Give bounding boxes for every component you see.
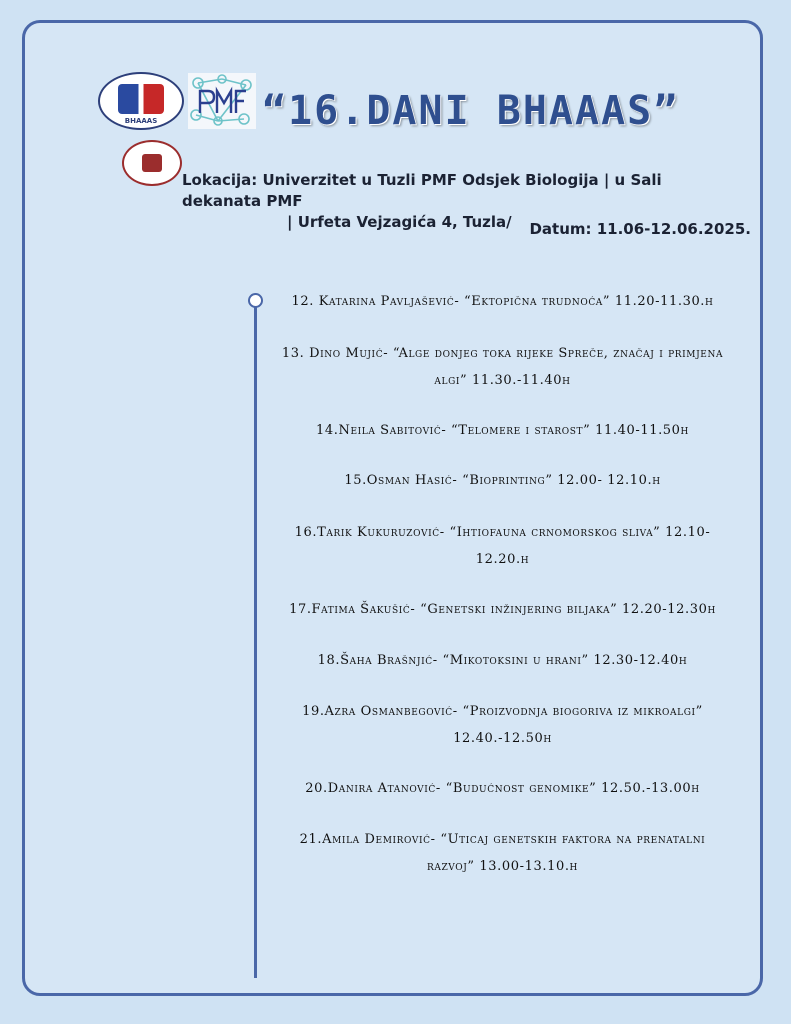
location-line-1: Lokacija: Univerzitet u Tuzli PMF Odsjek Biologija | u Sali dekanata PMF [182,171,662,210]
program-entry-17 [270,596,735,623]
bhaaas-logo-icon [98,72,184,130]
program-entry-line: 12. Katarina Pavljašević- “Ektopična trudnoća” 11.20-11.30.h [291,294,714,309]
program-entry-line: 12.40.-12.50h [453,731,552,746]
program-entry-line: 14.Neila Sabitović- “Telomere i starost” 11.40-11.50h [316,423,689,438]
program-entry-line: 17.Fatima Šakušić- “Genetski inžinjering biljaka” 12.20-12.30h [289,602,716,617]
program-entry-15 [270,467,735,494]
program-entry-line: algi” 11.30.-11.40h [434,373,571,388]
program-entry-line: 16.Tarik Kukuruzović- “Ihtiofauna crnomorskog sliva” 12.10- [294,525,711,540]
program-entry-line: 13. Dino Mujić- “Alge donjeg toka rijeke Spreče, značaj i primjena [281,346,724,361]
pmf-logo-icon [188,73,256,129]
program-entry-13 [270,340,735,394]
program-entry-18 [270,647,735,674]
program-entry-12 [270,288,735,315]
timeline-start-dot [248,293,263,308]
university-seal-icon [122,140,182,186]
program-entry-line: 18.Šaha Brašnjić- “Mikotoksini u hrani” 12.30-12.40h [317,653,688,668]
program-entry-16 [270,519,735,573]
program-entry-line: 15.Osman Hasić- “Bioprinting” 12.00- 12.10.h [344,473,661,488]
program-entry-line: 19.Azra Osmanbegović- “Proizvodnja biogoriva iz mikroalgi” [302,704,703,719]
program-entry-20 [270,775,735,802]
timeline-line [254,306,257,978]
program-entry-line: razvoj” 13.00-13.10.h [426,859,579,874]
program-entry-line: 12.20.h [475,552,530,567]
program-entry-19 [270,698,735,752]
program-entry-line: 20.Danira Atanović- “Budućnost genomike” 12.50.-13.00h [305,781,700,796]
program-entry-14 [270,417,735,444]
location-line-2: | Urfeta Vejzagića 4, Tuzla/ [287,213,512,231]
event-date: Datum: 11.06-12.06.2025. [529,220,751,238]
event-title: “16.DANI BHAAAS” [262,88,680,134]
program-entry-21 [270,826,735,880]
program-entry-line: 21.Amila Demirović- “Uticaj genetskih faktora na prenatalni [299,832,706,847]
bhaaas-logo-text: BHAAAS [124,117,158,125]
